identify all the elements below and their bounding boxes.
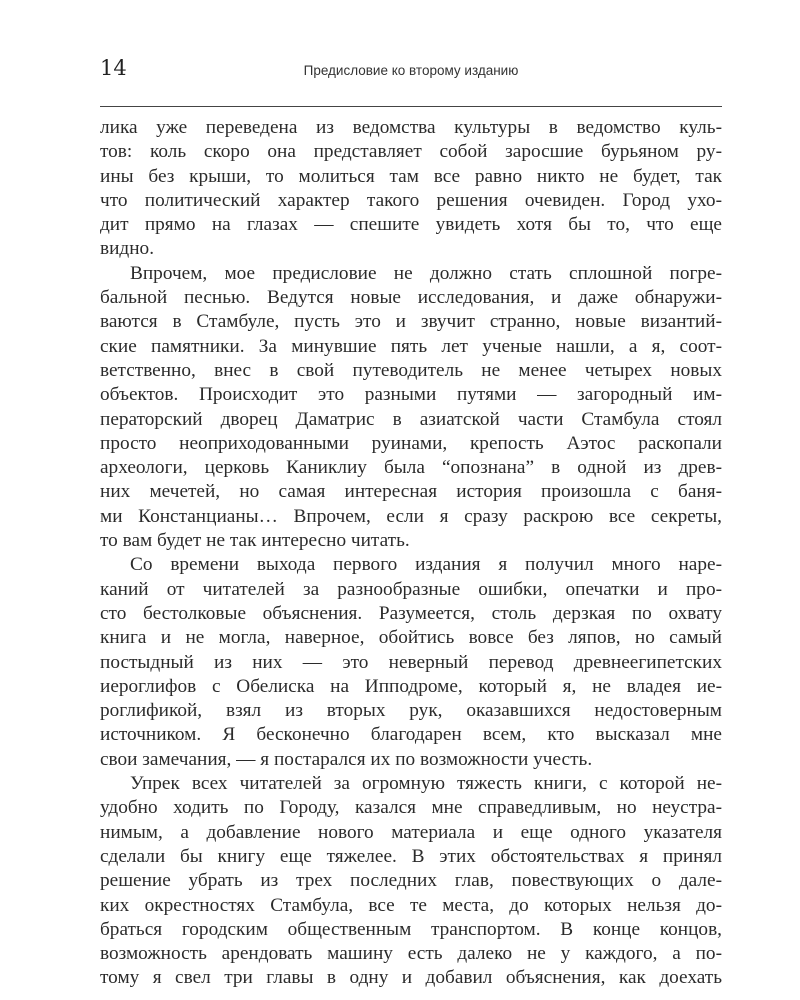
text-line: ветственно, внес в свой путеводитель не менее четырех новых xyxy=(100,359,722,381)
text-line: решение убрать из трех последних глав, повествующих о дале- xyxy=(100,870,722,892)
text-line: сто бестолковые объяснения. Разумеется, столь дерзкая по охвату xyxy=(100,602,722,624)
text-line: ские памятники. За минувшие пять лет ученые нашли, а я, соот- xyxy=(100,335,722,357)
text-line: них мечетей, но самая интересная история произошла с баня- xyxy=(100,481,722,503)
text-line: дит прямо на глазах — спешите увидеть хотя бы то, что еще xyxy=(100,214,722,236)
text-line: нимым, а добавление нового материала и еще одного указателя xyxy=(100,821,722,843)
text-line: видно. xyxy=(100,238,155,260)
text-line: то вам будет не так интересно читать. xyxy=(100,530,410,552)
text-line: Впрочем, мое предисловие не должно стать сплошной погре- xyxy=(130,262,722,284)
text-line: книга и не могла, наверное, обойтись вовсе без ляпов, но самый xyxy=(100,627,722,649)
text-line: каний от читателей за разнообразные ошибки, опечатки и про- xyxy=(100,578,722,600)
text-line: возможность арендовать машину есть далеко не у каждого, а по- xyxy=(100,943,722,965)
text-line: свои замечания, — я постарался их по возможности учесть. xyxy=(100,748,593,770)
text-line: источником. Я бесконечно благодарен всем, кто высказал мне xyxy=(100,724,722,746)
text-line: тов: коль скоро она представляет собой заросшие бурьяном ру- xyxy=(100,141,722,163)
text-line: ми Констанцианы… Впрочем, если я сразу раскрою все секреты, xyxy=(100,505,722,527)
page-number: 14 xyxy=(100,56,127,80)
text-line: ины без крыши, то молиться там все равно никто не будет, так xyxy=(100,165,722,187)
text-line: тому я свел три главы в одну и добавил объяснения, как доехать xyxy=(100,967,722,989)
text-line: ких окрестностях Стамбула, все те места, до которых нельзя до- xyxy=(100,894,722,916)
header-rule xyxy=(100,106,722,107)
text-line: просто неоприходованными руинами, крепость Аэтос раскопали xyxy=(100,432,722,454)
body-text xyxy=(100,116,722,991)
paragraph xyxy=(100,116,722,262)
text-line: объектов. Происходит это разными путями — загородный им- xyxy=(100,384,722,406)
text-line: археологи, церковь Каниклиу была “опознана” в одной из древ- xyxy=(100,457,722,479)
text-line: иероглифов с Обелиска на Ипподроме, который я, не владея ие- xyxy=(100,675,722,697)
text-line: сделали бы книгу еще тяжелее. В этих обстоятельствах я принял xyxy=(100,845,722,867)
text-line: бальной песнью. Ведутся новые исследования, и даже обнаружи- xyxy=(100,287,722,309)
text-line: ператорский дворец Даматрис в азиатской части Стамбула стоял xyxy=(100,408,722,430)
text-line: удобно ходить по Городу, казался мне справедливым, но неустра- xyxy=(100,797,722,819)
text-line: что политический характер такого решения очевиден. Город ухо- xyxy=(100,189,722,211)
running-head: Предисловие ко второму изданию xyxy=(303,63,519,78)
text-line: ваются в Стамбуле, пусть это и звучит странно, новые византий- xyxy=(100,311,722,333)
text-line: Со времени выхода первого издания я получил много наре- xyxy=(130,554,722,576)
text-line: Упрек всех читателей за огромную тяжесть книги, с которой не- xyxy=(130,773,722,795)
text-line: постыдный из них — это неверный перевод древнеегипетских xyxy=(100,651,722,673)
text-line: лика уже переведена из ведомства культуры в ведомство куль- xyxy=(100,117,722,138)
text-line: роглификой, взял из вторых рук, оказавшихся недостоверным xyxy=(100,700,722,722)
paragraph xyxy=(100,772,722,991)
paragraph xyxy=(100,262,722,554)
text-line: браться городским общественным транспортом. В конце концов, xyxy=(100,918,722,940)
paragraph xyxy=(100,553,722,772)
